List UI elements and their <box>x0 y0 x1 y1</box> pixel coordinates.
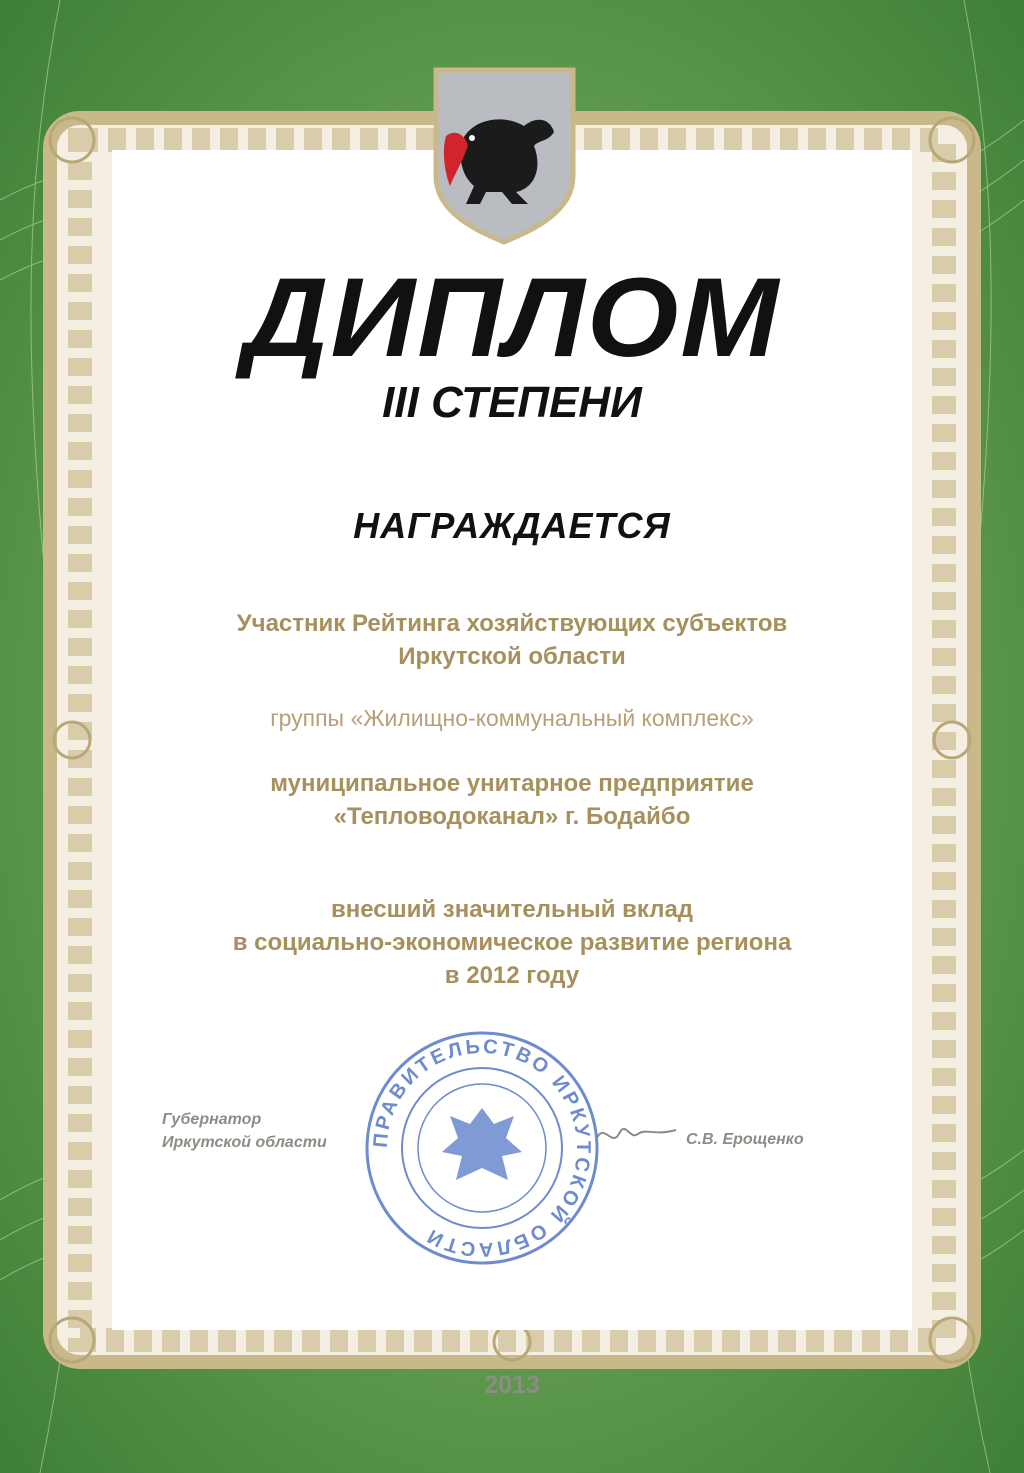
handwritten-signature-icon <box>590 1110 680 1160</box>
issue-year: 2013 <box>484 1371 540 1399</box>
participant-line-2: Иркутской области <box>398 643 626 670</box>
merit-text <box>112 893 912 992</box>
signer-title-line-2: Иркутской области <box>162 1134 327 1151</box>
signer-title <box>162 1108 327 1154</box>
organization-line-2: «Тепловодоканал» г. Бодайбо <box>333 803 691 830</box>
diploma-title: ДИПЛОМ <box>243 255 781 380</box>
group-text: группы «Жилищно-коммунальный комплекс» <box>270 705 754 731</box>
organization-text <box>112 767 912 833</box>
signer-name: С.В. Ерощенко <box>686 1131 804 1148</box>
merit-line-2: в социально-экономическое развитие региона <box>232 929 792 956</box>
awarded-label: НАГРАЖДАЕТСЯ <box>353 505 671 546</box>
signer-title-line-1: Губернатор <box>162 1111 262 1128</box>
stamp-text: ПРАВИТЕЛЬСТВО ИРКУТСКОЙ ОБЛАСТИ <box>369 1035 595 1261</box>
organization-line-1: муниципальное унитарное предприятие <box>270 770 754 797</box>
irkutsk-coat-of-arms-icon <box>432 66 577 246</box>
merit-line-3: в 2012 году <box>444 962 580 989</box>
official-stamp-icon <box>362 1028 602 1268</box>
merit-line-1: внесший значительный вклад <box>330 896 694 923</box>
participant-text <box>112 607 912 673</box>
participant-line-1: Участник Рейтинга хозяйствующих субъектов <box>236 610 788 637</box>
diploma-degree: III СТЕПЕНИ <box>382 378 642 427</box>
